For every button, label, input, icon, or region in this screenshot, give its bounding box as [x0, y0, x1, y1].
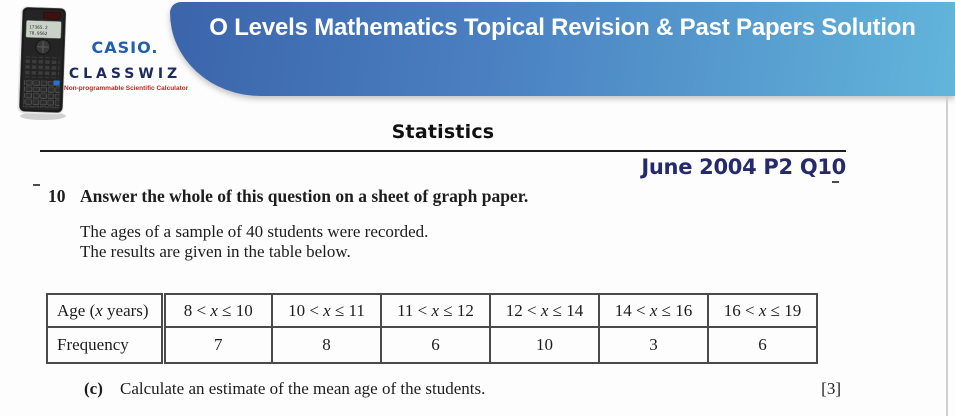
table-header-age: Age (x years) [47, 294, 163, 327]
table-cell-interval: 16 < x ≤ 19 [708, 294, 817, 327]
header-banner [170, 2, 955, 96]
table-cell-frequency: 7 [163, 327, 272, 363]
question-heading [48, 186, 528, 207]
banner-title: O Levels Mathematics Topical Revision & Past Papers Solution [209, 14, 916, 41]
question-line: The ages of a sample of 40 students were recorded. [80, 222, 429, 241]
table-header-frequency: Frequency [47, 327, 163, 363]
age-frequency-table [46, 293, 818, 364]
question-number: 10 [48, 186, 66, 206]
casio-logo: CASIO. [91, 38, 159, 57]
page-edge-line [946, 96, 948, 416]
table-cell-frequency: 10 [490, 327, 599, 363]
table-cell-frequency: 8 [272, 327, 381, 363]
table-cell-interval: 11 < x ≤ 12 [381, 294, 490, 327]
table-row-frequency [47, 327, 817, 363]
margin-dash-right [832, 181, 839, 183]
table-cell-frequency: 3 [599, 327, 708, 363]
table-cell-interval: 10 < x ≤ 11 [272, 294, 381, 327]
table-row-age [47, 294, 817, 327]
svg-text:17365.2: 17365.2 [29, 25, 48, 32]
classwiz-logo: CLASSWIZ [68, 66, 182, 82]
part-text: Calculate an estimate of the mean age of the students. [120, 379, 486, 398]
brand-block [64, 38, 189, 92]
part-label: (c) [84, 379, 103, 398]
table-cell-frequency: 6 [381, 327, 490, 363]
question-line: The results are given in the table below. [80, 241, 351, 261]
brand-tagline: Non-programmable Scientific Calculator [64, 85, 189, 92]
table-cell-interval: 12 < x ≤ 14 [490, 294, 599, 327]
table-cell-frequency: 6 [708, 327, 817, 363]
section-title: Statistics [391, 121, 495, 143]
margin-dash-left [33, 184, 40, 186]
svg-text:70.9562: 70.9562 [28, 31, 48, 38]
table-cell-interval: 8 < x ≤ 10 [163, 294, 272, 327]
heading-rule [40, 150, 846, 152]
paper-reference: June 2004 P2 Q10 [641, 155, 846, 179]
question-body [80, 222, 428, 261]
question-instruction: Answer the whole of this question on a sheet of graph paper. [80, 186, 529, 206]
table-cell-interval: 14 < x ≤ 16 [599, 294, 708, 327]
question-part-c [84, 379, 841, 399]
part-marks: [3] [821, 379, 841, 398]
